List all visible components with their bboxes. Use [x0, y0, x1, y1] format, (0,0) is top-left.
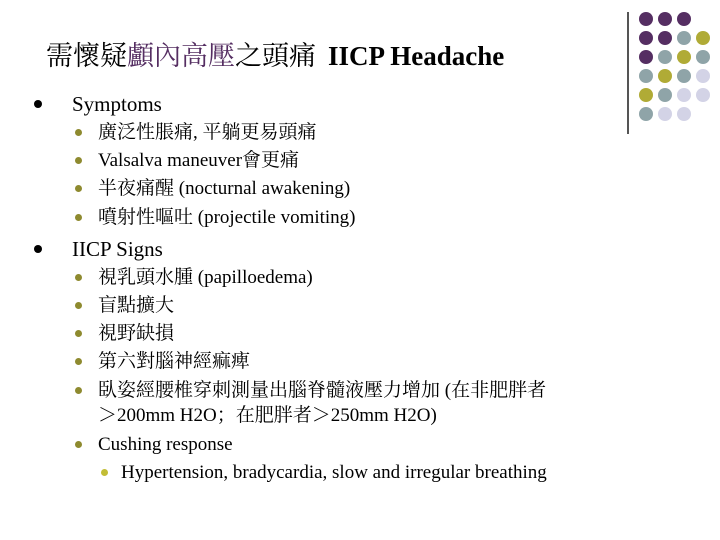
bullet-icon	[75, 274, 82, 281]
section-heading-iicp-signs	[72, 236, 163, 262]
bullet-icon	[101, 469, 108, 476]
bullet-icon	[75, 185, 82, 192]
decor-dot	[658, 50, 672, 64]
decor-dot	[658, 12, 672, 26]
bullet-icon	[75, 302, 82, 309]
bullet-icon	[75, 330, 82, 337]
list-item	[98, 433, 233, 457]
decor-dot	[677, 69, 691, 83]
title	[46, 36, 504, 76]
decor-dot	[639, 12, 653, 26]
sub-list-item-text: Hypertension, bradycardia, slow and irregular breathing	[121, 462, 547, 483]
title-en: IICP Headache	[328, 41, 505, 71]
bullet-icon	[75, 129, 82, 136]
list-item-text: ＞200mm H2O；在肥胖者＞250mm H2O)	[98, 405, 437, 426]
bullet-icon	[34, 100, 42, 108]
list-item	[98, 379, 546, 403]
decor-dot	[677, 50, 691, 64]
sub-list-item	[121, 461, 547, 485]
list-item-text: Valsalva maneuver會更痛	[98, 150, 300, 171]
decor-dot	[696, 31, 710, 45]
decor-dot	[677, 88, 691, 102]
section-heading-symptoms	[72, 91, 162, 117]
list-item-text: 視乳頭水腫 (papilloedema)	[98, 267, 313, 288]
decor-dot	[677, 12, 691, 26]
decor-dot	[639, 69, 653, 83]
title-zh-highlight: 顱內高壓	[127, 41, 235, 71]
decor-divider-line	[627, 12, 629, 134]
decor-dot	[677, 107, 691, 121]
list-item-text: 第六對腦神經痲痺	[98, 351, 251, 372]
title-zh-suffix: 之頭痛	[235, 41, 316, 71]
decor-dot	[658, 88, 672, 102]
title-zh-prefix: 需懷疑	[46, 41, 127, 71]
bullet-icon	[75, 358, 82, 365]
list-item-text: Cushing response	[98, 434, 233, 455]
list-item	[98, 121, 317, 145]
list-item-continuation	[98, 404, 437, 428]
list-item-text: 廣泛性脹痛, 平躺更易頭痛	[98, 122, 317, 143]
list-item-text: 噴射性嘔吐 (projectile vomiting)	[98, 207, 356, 228]
list-item-text: 半夜痛醒 (nocturnal awakening)	[98, 178, 351, 199]
list-item-text: 盲點擴大	[98, 295, 175, 316]
section-heading-text: Symptoms	[72, 92, 162, 116]
bullet-icon	[75, 441, 82, 448]
list-item	[98, 294, 174, 318]
bullet-icon	[75, 214, 82, 221]
list-item	[98, 350, 250, 374]
list-item	[98, 266, 313, 290]
decor-dot	[696, 88, 710, 102]
list-item	[98, 206, 356, 230]
decor-dot	[639, 31, 653, 45]
list-item	[98, 149, 299, 173]
list-item	[98, 322, 174, 346]
decor-dot	[639, 107, 653, 121]
decor-dot	[658, 69, 672, 83]
decor-dot	[677, 31, 691, 45]
decor-dot	[639, 88, 653, 102]
decor-dot	[639, 50, 653, 64]
section-heading-text: IICP Signs	[72, 237, 163, 261]
decor-dot	[658, 107, 672, 121]
list-item-text: 臥姿經腰椎穿刺測量出腦脊髓液壓力增加 (在非肥胖者	[98, 380, 547, 401]
list-item-text: 視野缺損	[98, 323, 175, 344]
decor-dot	[696, 69, 710, 83]
list-item	[98, 177, 350, 201]
decor-dot	[696, 50, 710, 64]
bullet-icon	[75, 387, 82, 394]
bullet-icon	[34, 245, 42, 253]
decor-dot	[658, 31, 672, 45]
bullet-icon	[75, 157, 82, 164]
